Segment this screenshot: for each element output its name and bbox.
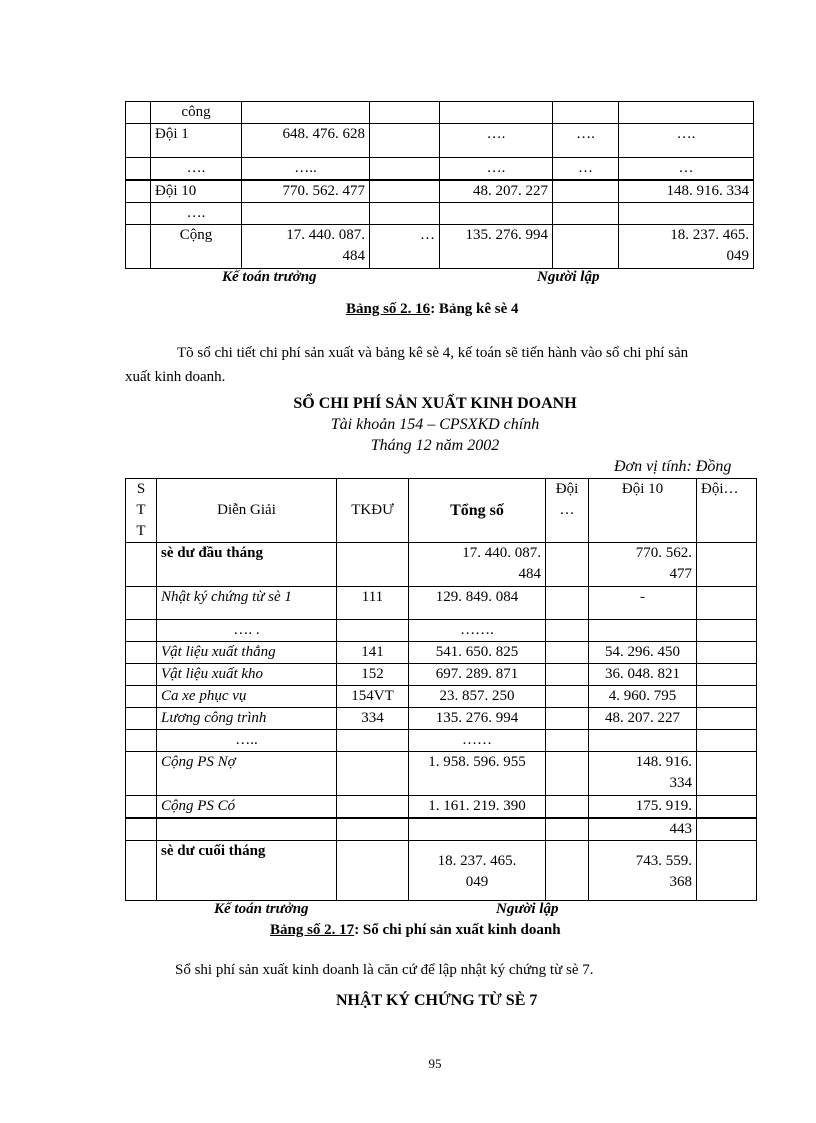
signature-preparer: Người lập: [537, 269, 600, 285]
section-heading: NHẬT KÝ CHỨNG TỪ SÈ 7: [336, 992, 538, 1009]
table-row: ….. ……: [126, 730, 757, 752]
table-bang-ke-4: [125, 101, 754, 269]
table-caption: Bảng số 2. 16: Bảng kê sè 4: [346, 301, 519, 317]
header-account: TKĐƯ: [337, 479, 409, 543]
table-row: 443: [126, 818, 757, 841]
table-row: Lương công trình 334 135. 276. 994 48. 207. 227: [126, 708, 757, 730]
table-row: …. ….. …. … …: [126, 158, 754, 181]
table-row: sè dư cuối tháng 18. 237. 465. 049 743. 559. 368: [126, 841, 757, 901]
table-row: ….: [126, 203, 754, 225]
header-team1: Đội …: [546, 479, 589, 543]
header-total: Tổng số: [409, 479, 546, 543]
table-row: Đội 10 770. 562. 477 48. 207. 227 148. 916. 334: [126, 180, 754, 203]
paragraph-2: Sổ shi phí sản xuất kinh doanh là căn cứ để lập nhật ký chứng từ sè 7.: [175, 962, 594, 978]
table-row: Nhật ký chứng từ sè 1 111 129. 849. 084 -: [126, 587, 757, 620]
ledger-unit: Đơn vị tính: Đồng: [614, 458, 732, 475]
table-ledger: [125, 478, 757, 901]
table-row: Cộng PS Có 1. 161. 219. 390 175. 919.: [126, 796, 757, 819]
header-team10: Đội 10: [589, 479, 697, 543]
header-teamx: Đội…: [697, 479, 757, 543]
table-row: công: [126, 102, 754, 124]
signature-chief-accountant: Kế toán trưởng: [222, 269, 317, 285]
signature-preparer-2: Người lập: [496, 901, 559, 917]
header-stt: S T T: [126, 479, 157, 543]
table-row: Đội 1 648. 476. 628 …. …. ….: [126, 124, 754, 158]
paragraph: Tõ sổ chi tiết chi phí sản xuất và bảng kê sè 4, kế toán sẽ tiến hành vào sổ chi phí sản xuất kinh doanh.: [125, 345, 689, 385]
table-row: Cộng 17. 440. 087. 484 … 135. 276. 994 18. 237. 465. 049: [126, 225, 754, 269]
ledger-title: SỔ CHI PHÍ SẢN XUẤT KINH DOANH: [293, 395, 577, 412]
signature-chief-accountant-2: Kế toán trưởng: [214, 901, 309, 917]
table-row: Vật liệu xuất thẳng 141 541. 650. 825 54. 296. 450: [126, 642, 757, 664]
page-number: 95: [428, 1056, 442, 1071]
ledger-month: Tháng 12 năm 2002: [370, 437, 500, 454]
table-header-row: [126, 479, 757, 543]
ledger-subtitle: Tài khoản 154 – CPSXKD chính: [330, 416, 540, 433]
table-row: Cộng PS Nợ 1. 958. 596. 955 148. 916. 334: [126, 752, 757, 796]
table-row: Vật liệu xuất kho 152 697. 289. 871 36. 048. 821: [126, 664, 757, 686]
table-row: sè dư đầu tháng 17. 440. 087. 484 770. 562. 477: [126, 543, 757, 587]
table-caption-2: Bảng số 2. 17: Sổ chi phí sản xuất kinh doanh: [270, 922, 561, 938]
table-row: …. . …….: [126, 620, 757, 642]
header-desc: Diễn Giải: [157, 479, 337, 543]
table-row: Ca xe phục vụ 154VT 23. 857. 250 4. 960. 795: [126, 686, 757, 708]
